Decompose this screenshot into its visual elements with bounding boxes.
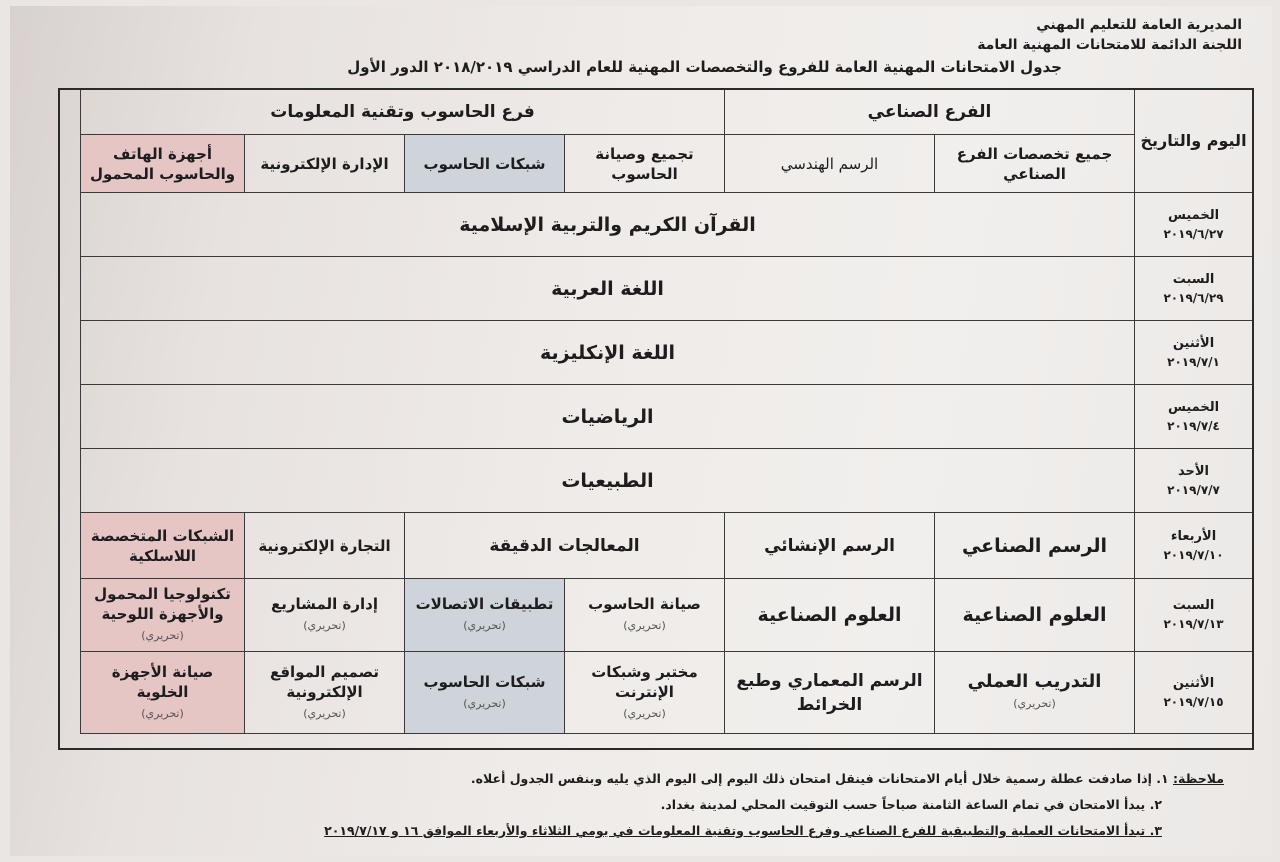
exam-table — [58, 88, 1254, 750]
notes-section — [324, 766, 1224, 844]
subject-cell: العلوم الصناعية — [934, 579, 1134, 652]
subject-cell: تطبيقات الاتصالات (تحريري) — [404, 579, 564, 652]
general-subject: اللغة الإنكليزية — [80, 321, 1134, 385]
col-engineering-drawing: الرسم الهندسي — [724, 135, 934, 193]
subject-cell: شبكات الحاسوب (تحريري) — [404, 652, 564, 734]
subject-cell: الرسم المعماري وطبع الخرائط — [724, 652, 934, 734]
col-e-management: الإدارة الإلكترونية — [244, 135, 404, 193]
note-2: ٢. يبدأ الامتحان في تمام الساعة الثامنة صباحاً حسب التوقيت المحلي لمدينة بغداد. — [660, 797, 1162, 812]
day-cell: الأثنين ٢٠١٩/٧/١ — [1134, 321, 1252, 385]
general-subject: القرآن الكريم والتربية الإسلامية — [80, 193, 1134, 257]
note-3: ٣. تبدأ الامتحانات العملية والتطبيقية للفرع الصناعي وفرع الحاسوب وتقنية المعلومات في يومي الثلاثاء والأربعاء الموافق ١٦ و ٢٠١٩/٧/١٧ — [324, 823, 1162, 838]
industrial-branch-header: الفرع الصناعي — [724, 90, 1134, 135]
subject-cell: مختبر وشبكات الإنترنت (تحريري) — [564, 652, 724, 734]
col-computer-assembly: تجميع وصيانة الحاسوب — [564, 135, 724, 193]
subject-cell: صيانة الحاسوب (تحريري) — [564, 579, 724, 652]
computer-branch-header: فرع الحاسوب وتقنية المعلومات — [80, 90, 724, 135]
day-cell: الخميس ٢٠١٩/٧/٤ — [1134, 385, 1252, 449]
subject-cell: التجارة الإلكترونية — [244, 513, 404, 579]
day-cell: الخميس ٢٠١٩/٦/٢٧ — [1134, 193, 1252, 257]
subject-cell: الشبكات المتخصصة اللاسلكية — [80, 513, 244, 579]
day-cell: الأثنين ٢٠١٩/٧/١٥ — [1134, 652, 1252, 734]
subject-cell: تكنولوجيا المحمول والأجهزة اللوحية (تحريري) — [80, 579, 244, 652]
general-subject: الطبيعيات — [80, 449, 1134, 513]
notes-label: ملاحظة: — [1173, 771, 1224, 786]
note-1: ملاحظة: ١. إذا صادفت عطلة رسمية خلال أيام الامتحانات فينقل امتحان ذلك اليوم إلى اليوم الذي يليه وبنفس الجدول أعلاه. — [470, 771, 1224, 786]
day-cell: السبت ٢٠١٩/٧/١٣ — [1134, 579, 1252, 652]
exam-schedule-document — [10, 6, 1272, 856]
subject-cell: صيانة الأجهزة الخلوية (تحريري) — [80, 652, 244, 734]
day-date-header: اليوم والتاريخ — [1134, 90, 1252, 193]
col-phone-laptop: أجهزة الهاتف والحاسوب المحمول — [80, 135, 244, 193]
subject-cell: الرسم الصناعي — [934, 513, 1134, 579]
subject-cell: الرسم الإنشائي — [724, 513, 934, 579]
day-cell: السبت ٢٠١٩/٦/٢٩ — [1134, 257, 1252, 321]
col-all-industrial: جميع تخصصات الفرع الصناعي — [934, 135, 1134, 193]
col-computer-networks: شبكات الحاسوب — [404, 135, 564, 193]
subject-cell: العلوم الصناعية — [724, 579, 934, 652]
schedule-title: جدول الامتحانات المهنية العامة للفروع والتخصصات المهنية للعام الدراسي ٢٠١٨/٢٠١٩ الدور الأول — [347, 58, 1062, 76]
subject-cell: المعالجات الدقيقة — [404, 513, 724, 579]
subject-cell: إدارة المشاريع (تحريري) — [244, 579, 404, 652]
general-subject: الرياضيات — [80, 385, 1134, 449]
directorate-title: المديرية العامة للتعليم المهني — [1036, 17, 1242, 33]
day-cell: الأربعاء ٢٠١٩/٧/١٠ — [1134, 513, 1252, 579]
committee-title: اللجنة الدائمة للامتحانات المهنية العامة — [977, 37, 1242, 53]
general-subject: اللغة العربية — [80, 257, 1134, 321]
day-cell: الأحد ٢٠١٩/٧/٧ — [1134, 449, 1252, 513]
subject-cell: تصميم المواقع الإلكترونية (تحريري) — [244, 652, 404, 734]
subject-cell: التدريب العملي (تحريري) — [934, 652, 1134, 734]
